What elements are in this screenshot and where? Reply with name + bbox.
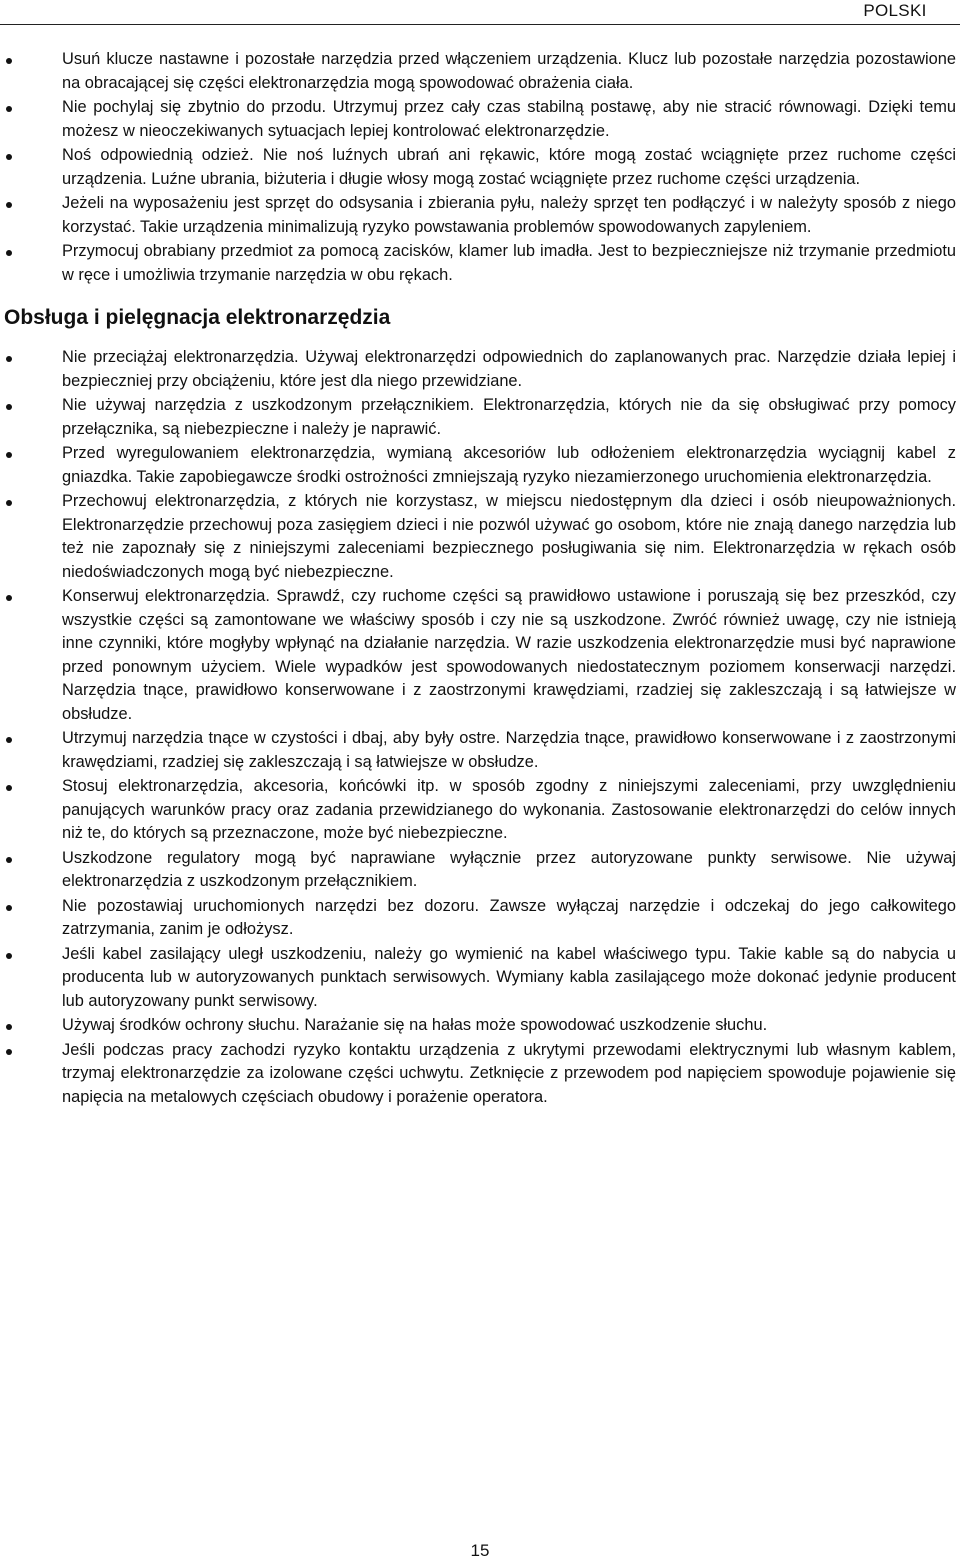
- section-heading: Obsługa i pielęgnacja elektronarzędzia: [4, 306, 391, 329]
- bullet-icon: [6, 953, 12, 959]
- page-header: [0, 0, 960, 26]
- list-item: [0, 346, 956, 393]
- bullet-icon: [6, 58, 12, 64]
- header-divider: [0, 24, 960, 25]
- list-item: [0, 490, 956, 584]
- bullet-icon: [6, 595, 12, 601]
- list-item: [0, 1039, 956, 1110]
- list-item: [0, 585, 956, 726]
- bullet-icon: [6, 1049, 12, 1055]
- list-item: [0, 240, 956, 287]
- list-item: [0, 48, 956, 95]
- bullet-icon: [6, 905, 12, 911]
- bullet-icon: [6, 1024, 12, 1030]
- list-item-text: Nie pochylaj się zbytnio do przodu. Utrzymuj przez cały czas stabilną postawę, aby nie stracić równowagi. Dzięki temu możesz w nieoczekiwanych sytuacjach lepiej kontrolować elektronarzędzie.: [62, 98, 956, 140]
- list-item: [0, 144, 956, 191]
- bullet-icon: [6, 452, 12, 458]
- list-item: [0, 394, 956, 441]
- bullet-icon: [6, 154, 12, 160]
- bullet-icon: [6, 500, 12, 506]
- list-item-text: Przed wyregulowaniem elektronarzędzia, wymianą akcesoriów lub odłożeniem elektronarzędzia wyciągnij kabel z gniazdka. Takie zapobiegawcze środki ostrożności zmniejszają ryzyko niezamierzonego uruchomienia elektronarzędzia.: [62, 444, 956, 486]
- page-content: [0, 48, 956, 1110]
- page-number: 15: [470, 1541, 490, 1560]
- list-item: [0, 1014, 956, 1038]
- language-label: POLSKI: [863, 1, 927, 20]
- bullet-icon: [6, 250, 12, 256]
- list-item-text: Jeśli kabel zasilający uległ uszkodzeniu, należy go wymienić na kabel właściwego typu. Takie kable są do nabycia u producenta lub w autoryzowanych punktach serwisowych. Wymiany kabla zasilającego może dokonać jedynie producent lub autoryzowany punkt serwisowy.: [62, 944, 956, 1010]
- list-item-text: Utrzymuj narzędzia tnące w czystości i dbaj, aby były ostre. Narzędzia tnące, prawidłowo konserwowane i z zaostrzonymi krawędziami, rzadziej się zakleszczają i są łatwiejsze w obsłudze.: [62, 729, 956, 771]
- bullet-icon: [6, 356, 12, 362]
- list-item: [0, 96, 956, 143]
- list-item: [0, 775, 956, 846]
- list-item-text: Usuń klucze nastawne i pozostałe narzędzia przed włączeniem urządzenia. Klucz lub pozostałe narzędzia pozostawione na obracającej się części elektronarzędzia mogą spowodować obrażenia ciała.: [62, 50, 956, 92]
- list-item-text: Przechowuj elektronarzędzia, z których nie korzystasz, w miejscu niedostępnym dla dzieci i osób nieupoważnionych. Elektronarzędzie przechowuj poza zasięgiem dzieci i nie pozwól używać go osobom, które nie znają danego narzędzia lub też nie zapoznały się z niniejszymi zaleceniami bezpiecznego posługiwania się nim. Elektronarzędzia w rękach osób niedoświadczonych mogą być niebezpieczne.: [62, 492, 956, 581]
- list-item-text: Stosuj elektronarzędzia, akcesoria, końcówki itp. w sposób zgodny z niniejszymi zaleceniami, przy uwzględnieniu panujących warunków pracy oraz zadania przewidzianego do wykonania. Zastosowanie elektronarzędzi do celów innych niż te, do których są przeznaczone, może być niebezpieczne.: [62, 777, 956, 842]
- list-item-text: Konserwuj elektronarzędzia. Sprawdź, czy ruchome części są prawidłowo ustawione i poruszają się bez przeszkód, czy wszystkie części są zamontowane we właściwy sposób i czy nie są uszkodzone. Zwróć również uwagę, czy nie istnieją inne czynniki, które mogłyby wpłynąć na działanie narzędzia. W razie uszkodzenia elektronarzędzie musi być naprawione przed ponownym użyciem. Wiele wypadków jest spowodowanych niedostatecznym poziomem konserwacji narzędzi. Narzędzia tnące, prawidłowo konserwowane i z zaostrzonymi krawędziami, rzadziej się zakleszczają i są łatwiejsze w obsłudze.: [62, 587, 956, 723]
- bullet-icon: [6, 106, 12, 112]
- list-item-text: Przymocuj obrabiany przedmiot za pomocą zacisków, klamer lub imadła. Jest to bezpieczniejsze niż trzymanie przedmiotu w ręce i umożliwia trzymanie narzędzia w obu rękach.: [62, 242, 956, 284]
- list-item-text: Używaj środków ochrony słuchu. Narażanie się na hałas może spowodować uszkodzenie słuchu.: [62, 1016, 768, 1034]
- bullet-icon: [6, 785, 12, 791]
- list-item: [0, 847, 956, 894]
- bullet-icon: [6, 404, 12, 410]
- list-item-text: Jeśli podczas pracy zachodzi ryzyko kontaktu urządzenia z ukrytymi przewodami elektrycznymi lub własnym kablem, trzymaj elektronarzędzie za izolowane części uchwytu. Zetknięcie z przewodem pod napięciem spowoduje pojawienie się napięcia na metalowych częściach obudowy i porażenie operatora.: [62, 1040, 956, 1106]
- list-item: [0, 192, 956, 239]
- bullet-icon: [6, 857, 12, 863]
- bullet-icon: [6, 737, 12, 743]
- safety-instructions-list: [0, 48, 956, 287]
- care-instructions-list: [0, 346, 956, 1109]
- list-item-text: Nie pozostawiaj uruchomionych narzędzi bez dozoru. Zawsze wyłączaj narzędzie i odczekaj do jego całkowitego zatrzymania, zanim je odłożysz.: [62, 896, 956, 938]
- list-item: [0, 943, 956, 1014]
- list-item-text: Uszkodzone regulatory mogą być naprawiane wyłącznie przez autoryzowane punkty serwisowe. Nie używaj elektronarzędzia z uszkodzonym przełącznikiem.: [62, 848, 956, 890]
- list-item-text: Nie przeciążaj elektronarzędzia. Używaj elektronarzędzi odpowiednich do zaplanowanych prac. Narzędzie działa lepiej i bezpieczniej przy obciążeniu, które jest dla niego przewidziane.: [62, 348, 956, 390]
- list-item-text: Jeżeli na wyposażeniu jest sprzęt do odsysania i zbierania pyłu, należy sprzęt ten podłączyć i w należyty sposób z niego korzystać. Takie urządzenia minimalizują ryzyko powstawania problemów spowodowanych zapyleniem.: [62, 194, 956, 236]
- list-item: [0, 895, 956, 942]
- list-item-text: Nie używaj narzędzia z uszkodzonym przełącznikiem. Elektronarzędzia, których nie da się obsługiwać przy pomocy przełącznika, są niebezpieczne i należy je naprawić.: [62, 396, 956, 438]
- list-item: [0, 442, 956, 489]
- list-item-text: Noś odpowiednią odzież. Nie noś luźnych ubrań ani rękawic, które mogą zostać wciągnięte przez ruchome części urządzenia. Luźne ubrania, biżuteria i długie włosy mogą zostać wciągnięte przez ruchome części urządzenia.: [62, 146, 956, 188]
- list-item: [0, 727, 956, 774]
- bullet-icon: [6, 202, 12, 208]
